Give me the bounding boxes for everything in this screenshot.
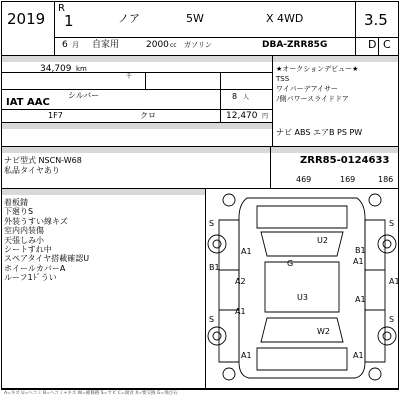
divider <box>54 1 55 55</box>
label-band <box>2 189 205 195</box>
registration-month: 6 <box>62 40 68 50</box>
divider <box>1 89 272 90</box>
note-line: ナビ型式 NSCN-W68 <box>4 156 82 165</box>
mileage-note: 千 <box>126 73 133 80</box>
registration-month-unit: 月 <box>72 41 79 49</box>
note-line: 私品タイヤあり <box>4 166 60 175</box>
damage-mark: B1 <box>355 246 366 255</box>
divider <box>272 55 273 146</box>
divider <box>1 109 272 110</box>
damage-mark: A1 <box>353 257 364 266</box>
mileage-value: 34,709 <box>40 64 72 74</box>
price-unit: 円 <box>262 113 269 120</box>
interior-grade: D <box>368 38 377 51</box>
color-code: 1F7 <box>48 111 63 120</box>
door-count: 5W <box>186 12 204 25</box>
divider <box>355 1 356 55</box>
model-code: DBA-ZRR85G <box>262 40 328 50</box>
seat-count: 8 <box>232 92 238 101</box>
label-band <box>2 147 270 153</box>
interior-color: クロ <box>140 111 156 120</box>
divider <box>378 37 379 55</box>
notes-block <box>4 156 82 176</box>
dimension-length: 469 <box>296 175 312 184</box>
divider <box>355 37 399 38</box>
transmission: IAT AAC <box>6 97 50 108</box>
usage-type: 自家用 <box>92 40 120 50</box>
damage-mark: U3 <box>297 293 308 302</box>
damage-mark: A2 <box>235 277 246 286</box>
label-band <box>2 56 272 62</box>
damage-mark: U2 <box>317 236 328 245</box>
car-outline <box>205 192 400 382</box>
damage-mark: A1 <box>355 295 366 304</box>
grade-number: 1 <box>64 12 74 30</box>
dimension-height: 186 <box>378 175 394 184</box>
divider <box>145 72 146 89</box>
damage-mark: S <box>209 315 215 324</box>
inspection-line: シートすれ中 <box>4 245 52 255</box>
damage-mark: A1 <box>241 247 252 256</box>
label-band <box>273 56 398 62</box>
inspection-line: 着板錆 <box>4 198 28 207</box>
model-name: ノア <box>118 12 140 25</box>
damage-mark: S <box>389 219 395 228</box>
equipment-list: ナビ ABS エアB PS PW <box>276 128 363 137</box>
displacement-unit: cc <box>170 42 177 49</box>
damage-mark: S <box>389 315 395 324</box>
damage-mark: A1 <box>353 351 364 360</box>
inspection-line: スペアタイヤ搭載確認U <box>4 254 90 264</box>
sales-point: TSS <box>276 75 290 83</box>
damage-mark: B1 <box>209 263 220 272</box>
seat-unit: 人 <box>243 94 250 101</box>
exterior-color: シルバー <box>68 91 100 100</box>
exterior-grade: C <box>383 38 391 51</box>
dimension-width: 169 <box>340 175 356 184</box>
sales-point: ワイパーデアイサー <box>276 85 339 93</box>
sales-point: ★オークションデビュー★ <box>276 65 359 73</box>
divider <box>54 37 355 38</box>
model-year: 2019 <box>7 10 46 28</box>
inspection-line: 下廻りS <box>4 207 34 217</box>
damage-mark: A1 <box>235 307 246 316</box>
recycle-price: 12,470 <box>226 111 258 121</box>
inspection-line: ルーフ1ﾄﾞうい <box>4 273 57 283</box>
damage-legend: A=キズ U=ヘコミ B=ヘコミ+キズ W=補修跡 S=サビ C=腐食 X=要交換 G=飛び石 <box>4 391 178 396</box>
sales-point: ﾉ側パワースライドドア <box>276 95 349 103</box>
inspection-line: 天張しみ小 <box>4 235 44 245</box>
fuel-type: ガソリン <box>184 41 212 49</box>
damage-mark: A1 <box>241 351 252 360</box>
divider <box>220 72 221 122</box>
engine-displacement: 2000 <box>146 40 169 50</box>
damage-mark: A1 <box>389 277 400 286</box>
chassis-number: ZRR85-0124633 <box>300 155 390 166</box>
inspection-line: 室内内装傷 <box>4 226 44 236</box>
inspection-line: 外装うすい線キズ <box>4 216 68 226</box>
trim-grade: X 4WD <box>266 12 304 25</box>
damage-mark: S <box>209 219 215 228</box>
damage-mark: W2 <box>317 327 330 336</box>
grade-prefix: R <box>58 3 65 14</box>
sales-points-list <box>276 64 358 104</box>
auction-score: 3.5 <box>364 11 388 29</box>
damage-mark: G <box>287 259 294 268</box>
inspection-list <box>4 198 89 283</box>
divider <box>1 388 399 389</box>
damage-diagram <box>205 192 400 382</box>
mileage-unit: km <box>76 65 87 73</box>
inspection-line: ホイールカバーA <box>4 263 66 273</box>
label-band <box>2 123 272 129</box>
label-band <box>271 147 398 153</box>
